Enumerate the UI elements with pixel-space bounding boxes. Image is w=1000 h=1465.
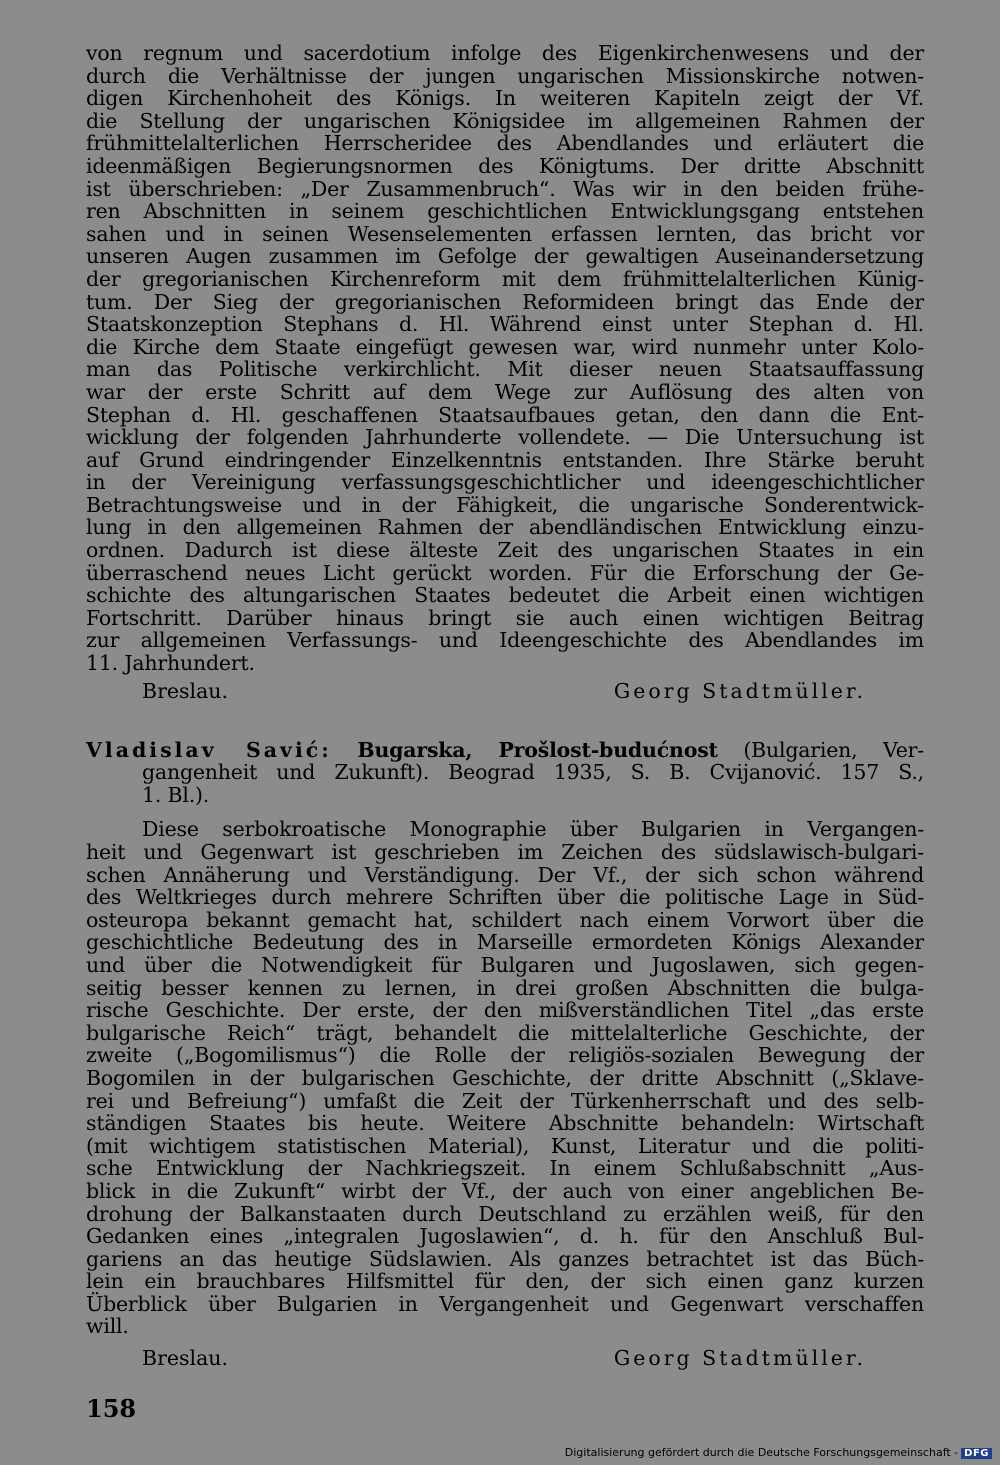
text-line: bulgarische Reich“ trägt, behandelt die mittelalterliche Geschichte, der [86,1020,924,1045]
page-number: 158 [86,1394,137,1423]
text-line: ideenmäßigen Begierungsnormen des Königtums. Der dritte Abschnitt [86,153,924,178]
review-2-signature [86,1346,924,1372]
signature-place: Breslau. [142,1346,229,1371]
text-line: sche Entwicklung der Nachkriegszeit. In einem Schlußabschnitt „Aus- [86,1156,924,1181]
text-line: tum. Der Sieg der gregorianischen Reformideen bringt das Ende der [86,289,924,314]
text-line: blick in die Zukunft“ wirbt der Vf., der auch von einer angeblichen Be- [86,1178,924,1203]
review-2-body [86,818,924,1338]
text-line: die Stellung der ungarischen Königsidee im allgemeinen Rahmen der [86,108,924,133]
text-line: zweite („Bogomilismus“) die Rolle der religiös-sozialen Bewegung der [86,1043,924,1068]
text-line: geschichtliche Bedeutung des in Marseille ermordeten Königs Alexander [86,930,924,955]
text-line: schen Annäherung und Verständigung. Der Vf., der sich schon während [86,862,924,887]
text-line: durch die Verhältnisse der jungen ungarischen Missionskirche notwen- [86,63,924,88]
reviewed-book-author: Vladislav Savić: [86,737,332,762]
text-line: der gregorianischen Kirchenreform mit dem frühmittelalterlichen Künig- [86,266,924,291]
text-line: ständigen Staates bis heute. Weitere Abschnitte behandeln: Wirtschaft [86,1111,924,1136]
text-line: heit und Gegenwart ist geschrieben im Zeichen des südslawisch-bulgari- [86,840,924,864]
dfg-logo: DFG [961,1448,992,1459]
text-line: frühmittelalterlichen Herrscheridee des Abendlandes und erläutert die [86,131,924,156]
reviewed-book-imprint: gangenheit und Zukunft). Beograd 1935, S. B. Cvijanović. 157 S., [142,760,924,785]
text-line: Fortschritt. Darüber hinaus bringt sie auch einen wichtigen Beitrag [86,605,924,630]
text-line: schichte des altungarischen Staates bedeutet die Arbeit einen wichtigen [86,583,924,608]
text-line: ist überschrieben: „Der Zusammenbruch“. Was wir in den beiden frühe- [86,176,924,201]
text-line: Staatskonzeption Stephans d. Hl. Während einst unter Stephan d. Hl. [86,312,924,337]
text-line: 11. Jahrhundert. [86,651,255,676]
text-line: lein ein brauchbares Hilfsmittel für den, der sich einen ganz kurzen [86,1269,924,1294]
text-line: zur allgemeinen Verfassungs- und Ideengeschichte des Abendlandes im [86,628,924,653]
text-line: (mit wichtigem statistischen Material), Kunst, Literatur und die politi- [86,1133,924,1158]
text-line: Gedanken eines „integralen Jugoslawien“, d. h. für den Anschluß Bul- [86,1224,924,1249]
text-line: in der Vereinigung verfassungsgeschichtlicher und ideengeschichtlicher [86,470,924,495]
signature-place: Breslau. [142,678,229,703]
text-line: rei und Befreiung“) umfaßt die Zeit der Türkenherrschaft und des selb- [86,1088,924,1113]
text-line: lung in den allgemeinen Rahmen der abendländischen Entwicklung einzu- [86,515,924,540]
text-line: rische Geschichte. Der erste, der den mißverständlichen Titel „das erste [86,998,924,1023]
text-line: osteuropa bekannt gemacht hat, schildert nach einem Vorwort über die [86,907,924,932]
text-line: will. [86,1314,129,1339]
text-line: wicklung der folgenden Jahrhunderte vollendete. — Die Untersuchung ist [86,425,924,450]
text-line: ren Abschnitten in seinem geschichtlichen Entwicklungsgang entstehen [86,199,924,224]
text-line: und über die Notwendigkeit für Bulgaren und Jugoslawen, sich gegen- [86,952,924,977]
text-line: war der erste Schritt auf dem Wege zur Auflösung des alten von [86,379,924,404]
reviewed-book-extent: 1. Bl.). [142,782,210,807]
text-line: auf Grund eindringender Einzelkenntnis entstanden. Ihre Stärke beruht [86,447,924,472]
text-line: ordnen. Dadurch ist diese älteste Zeit des ungarischen Staates in ein [86,538,924,563]
text-line: des Weltkrieges durch mehrere Schriften über die politische Lage in Süd- [86,885,924,910]
review-2-heading [86,739,924,807]
footer-text: Digitalisierung gefördert durch die Deutsche Forschungsgemeinschaft - [564,1446,959,1459]
text-line: Bogomilen in der bulgarischen Geschichte, der dritte Abschnitt („Sklave- [86,1065,924,1090]
reviewed-book-title: Bugarska, Prošlost-budućnost [357,737,718,762]
footer-credit [565,1446,992,1459]
review-1-signature [86,679,924,705]
text-line: die Kirche dem Staate eingefügt gewesen war, wird nunmehr unter Kolo- [86,334,924,359]
text-line: Überblick über Bulgarien in Vergangenheit und Gegenwart verschaffen [86,1291,924,1316]
review-1-body [86,42,924,675]
text-line: unseren Augen zusammen im Gefolge der gewaltigen Auseinandersetzung [86,244,924,269]
text-line: gariens an das heutige Südslawien. Als ganzes betrachtet ist das Büch- [86,1246,924,1271]
text-line: drohung der Balkanstaaten durch Deutschland zu erzählen weiß, für den [86,1201,924,1226]
page-body [86,42,924,1372]
text-line: Diese serbokroatische Monographie über Bulgarien in Vergangen- [142,817,924,842]
text-line: überraschend neues Licht gerückt worden. Für die Erforschung der Ge- [86,560,924,585]
reviewed-book-subtitle: (Bulgarien, Ver- [743,737,924,762]
text-line: von regnum und sacerdotium infolge des Eigenkirchenwesens und der [86,41,924,65]
text-line: Stephan d. Hl. geschaffenen Staatsaufbaues getan, den dann die Ent- [86,402,924,427]
text-line: man das Politische verkirchlicht. Mit dieser neuen Staatsauffassung [86,357,924,382]
text-line: Betrachtungsweise und in der Fähigkeit, die ungarische Sonderentwick- [86,492,924,517]
signature-author: Georg Stadtmüller. [613,1346,866,1371]
signature-author: Georg Stadtmüller. [613,678,866,703]
text-line: sahen und in seinen Wesenselementen erfassen lernten, das bricht vor [86,221,924,246]
text-line: digen Kirchenhoheit des Königs. In weiteren Kapiteln zeigt der Vf. [86,86,924,111]
text-line: seitig besser kennen zu lernen, in drei großen Abschnitten die bulga- [86,975,924,1000]
